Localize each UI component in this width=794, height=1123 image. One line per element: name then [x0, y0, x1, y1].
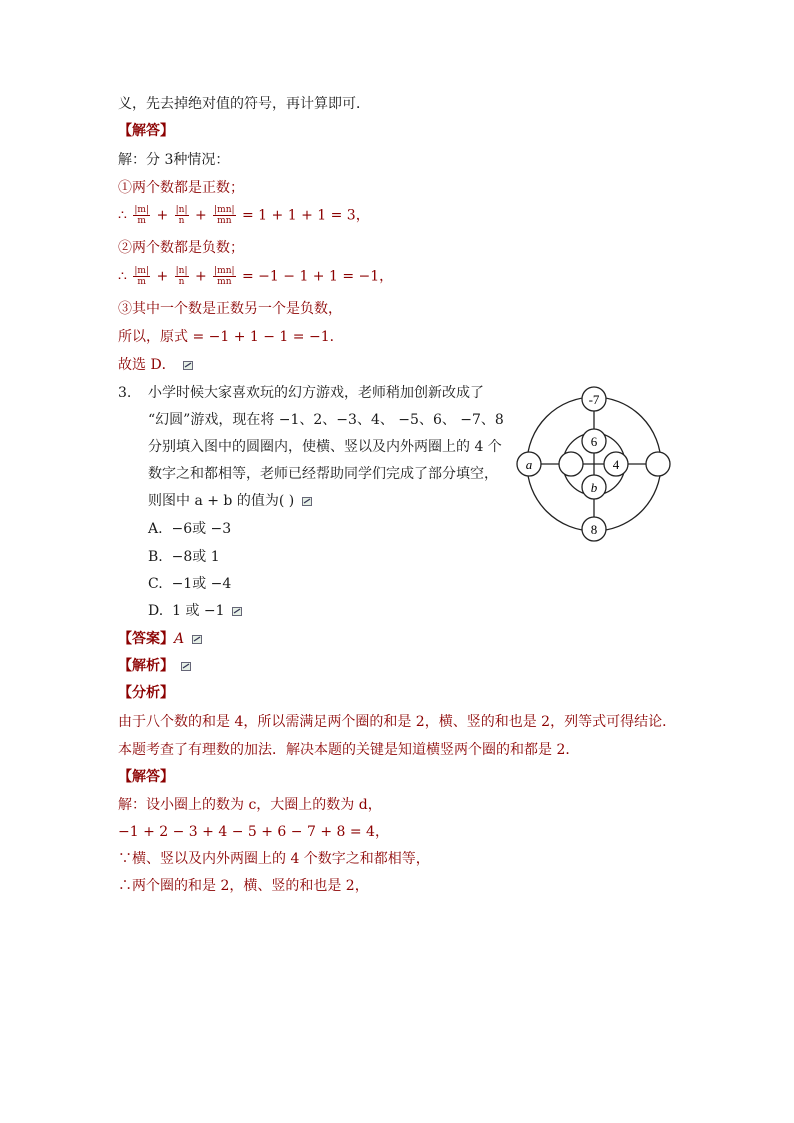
case2-label: ②两个数都是负数；	[118, 240, 244, 256]
edit-icon	[232, 607, 242, 616]
analysis-row	[118, 656, 191, 676]
case2-result: = −1 − 1 + 1 = −1，	[242, 268, 394, 285]
therefore-symbol: ∴	[118, 268, 127, 285]
fraction-mn: $\frac{|mn|}{mn}$	[214, 205, 235, 226]
case1-label: ①两个数都是正数；	[118, 180, 244, 196]
fraction-m: $\frac{|m|}{m}$	[134, 205, 149, 226]
question-line-2: “幻圆”游戏，现在将 −1、2、−3、4、 −5、6、 −7、8	[148, 412, 504, 428]
svg-text:6: 6	[590, 434, 598, 449]
node-top-outer	[582, 387, 606, 411]
therefore-symbol: ∴	[118, 207, 127, 224]
fraction-m: $\frac{|m|}{m}$	[134, 266, 149, 287]
solve-line-1: 解：设小圈上的数为 c，大圈上的数为 d，	[118, 797, 382, 813]
analysis-line-2: 本题考查了有理数的加法．解决本题的关键是知道横竖两个圈的和都是 2．	[118, 742, 580, 758]
solve-line-4: ∴两个圈的和是 2，横、竖的和也是 2，	[118, 878, 369, 894]
node-bottom-outer	[582, 517, 606, 541]
node-left-outer	[517, 452, 541, 476]
fraction-n: $\frac{|n|}{n}$	[175, 266, 188, 287]
answer-row	[118, 629, 202, 649]
node-left-inner	[559, 452, 583, 476]
question-number: 3.	[118, 385, 132, 401]
cases-intro: 解：分 3种情况：	[118, 152, 230, 168]
option-b: B. −8或 1	[148, 549, 220, 565]
answer-value: A	[174, 631, 185, 647]
fraction-mn: $\frac{|mn|}{mn}$	[214, 266, 235, 287]
solve-line-2: −1 + 2 − 3 + 4 − 5 + 6 − 7 + 8 = 4，	[118, 824, 389, 840]
case1-equation: ∴ $\frac{|m|}{m}$ + $\frac{|n|}{n}$ + $\frac{|mn|}{mn}$ = 1 + 1 + 1 = 3，	[118, 205, 370, 226]
case3-label: ③其中一个数是正数另一个是负数，	[118, 301, 342, 317]
solve-line-3: ∵横、竖以及内外两圈上的 4 个数字之和都相等，	[118, 851, 430, 867]
magic-circle-figure	[512, 384, 672, 544]
case2-equation: ∴ $\frac{|m|}{m}$ + $\frac{|n|}{n}$ + $\frac{|mn|}{mn}$ = −1 − 1 + 1 = −1，	[118, 266, 394, 287]
edit-icon	[192, 635, 202, 644]
node-right-inner	[604, 452, 628, 476]
analysis-line-1: 由于八个数的和是 4，所以需满足两个圈的和是 2，横、竖的和也是 2，列等式可得结论．	[118, 714, 677, 730]
svg-text:4: 4	[612, 457, 620, 472]
question-line-3: 分别填入图中的圆圈内，使横、竖以及内外两圈上的 4 个	[148, 439, 502, 455]
edit-icon	[181, 662, 191, 671]
question-line-4: 数字之和都相等，老师已经帮助同学们完成了部分填空，	[148, 466, 498, 482]
intro-line: 义，先去掉绝对值的符号，再计算即可．	[118, 96, 370, 112]
solve-heading: 【解答】	[118, 769, 174, 785]
edit-icon	[302, 497, 312, 506]
svg-text:-7: -7	[588, 392, 600, 407]
svg-text:a: a	[525, 457, 533, 472]
fraction-n: $\frac{|n|}{n}$	[175, 205, 188, 226]
choice-line: 故选 D．	[118, 355, 193, 375]
option-a: A. −6或 −3	[148, 521, 232, 537]
answer-heading-2: 【答案】	[118, 631, 174, 647]
svg-text:b: b	[590, 480, 598, 495]
fenxi-heading: 【分析】	[118, 685, 174, 701]
analysis-heading: 【解析】	[118, 658, 174, 674]
case3-result: 所以，原式 = −1 + 1 − 1 = −1．	[118, 329, 344, 345]
node-bottom-inner	[582, 475, 606, 499]
node-right-outer	[646, 452, 670, 476]
option-d: D. 1 或 −1	[148, 601, 242, 621]
question-line-5: 则图中 a + b 的值为( )	[148, 491, 312, 511]
case1-result: = 1 + 1 + 1 = 3，	[242, 207, 370, 224]
edit-icon	[183, 361, 193, 370]
option-c: C. −1或 −4	[148, 576, 232, 592]
question-line-1: 小学时候大家喜欢玩的幻方游戏，老师稍加创新改成了	[148, 385, 484, 401]
node-top-inner	[582, 429, 606, 453]
answer-heading: 【解答】	[118, 123, 174, 139]
svg-text:8: 8	[590, 522, 598, 537]
